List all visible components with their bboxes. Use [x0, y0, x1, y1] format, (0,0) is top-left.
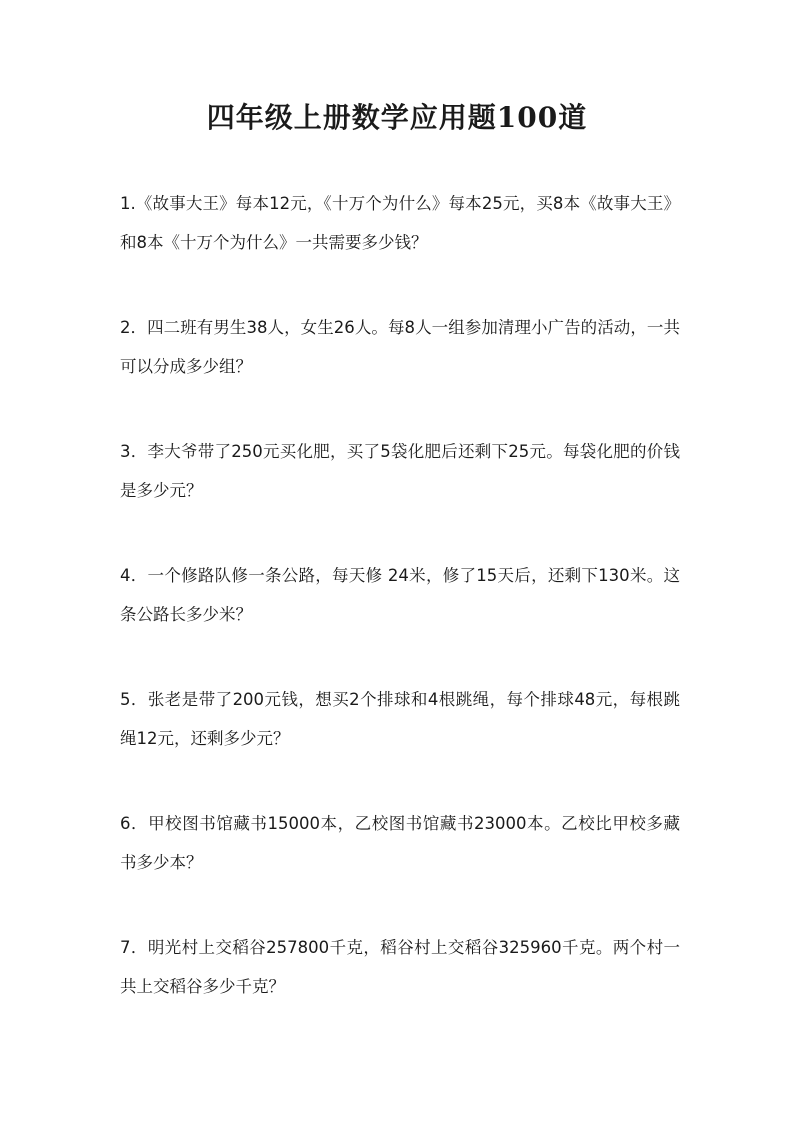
question-item: 5．张老是带了200元钱，想买2个排球和4根跳绳，每个排球48元，每根跳绳12元，还剩多少元？: [120, 690, 680, 748]
question-item: 6．甲校图书馆藏书15000本，乙校图书馆藏书23000本。乙校比甲校多藏书多少本？: [120, 814, 680, 872]
document-title: 四年级上册数学应用题100道: [206, 101, 588, 134]
question-item: 7．明光村上交稻谷257800千克，稻谷村上交稻谷325960千克。两个村一共上交稻谷多少千克？: [120, 938, 680, 996]
question-list: [120, 184, 680, 1052]
question-item: 1.《故事大王》每本12元，《十万个为什么》每本25元，买8本《故事大王》和8本《十万个为什么》一共需要多少钱？: [120, 194, 680, 252]
question-item: 3．李大爷带了250元买化肥，买了5袋化肥后还剩下25元。每袋化肥的价钱是多少元？: [120, 442, 680, 500]
question-item: 2．四二班有男生38人，女生26人。每8人一组参加清理小广告的活动，一共可以分成多少组？: [120, 318, 680, 376]
question-item: 4．一个修路队修一条公路，每天修 24米，修了15天后，还剩下130米。这条公路长多少米？: [120, 566, 680, 624]
